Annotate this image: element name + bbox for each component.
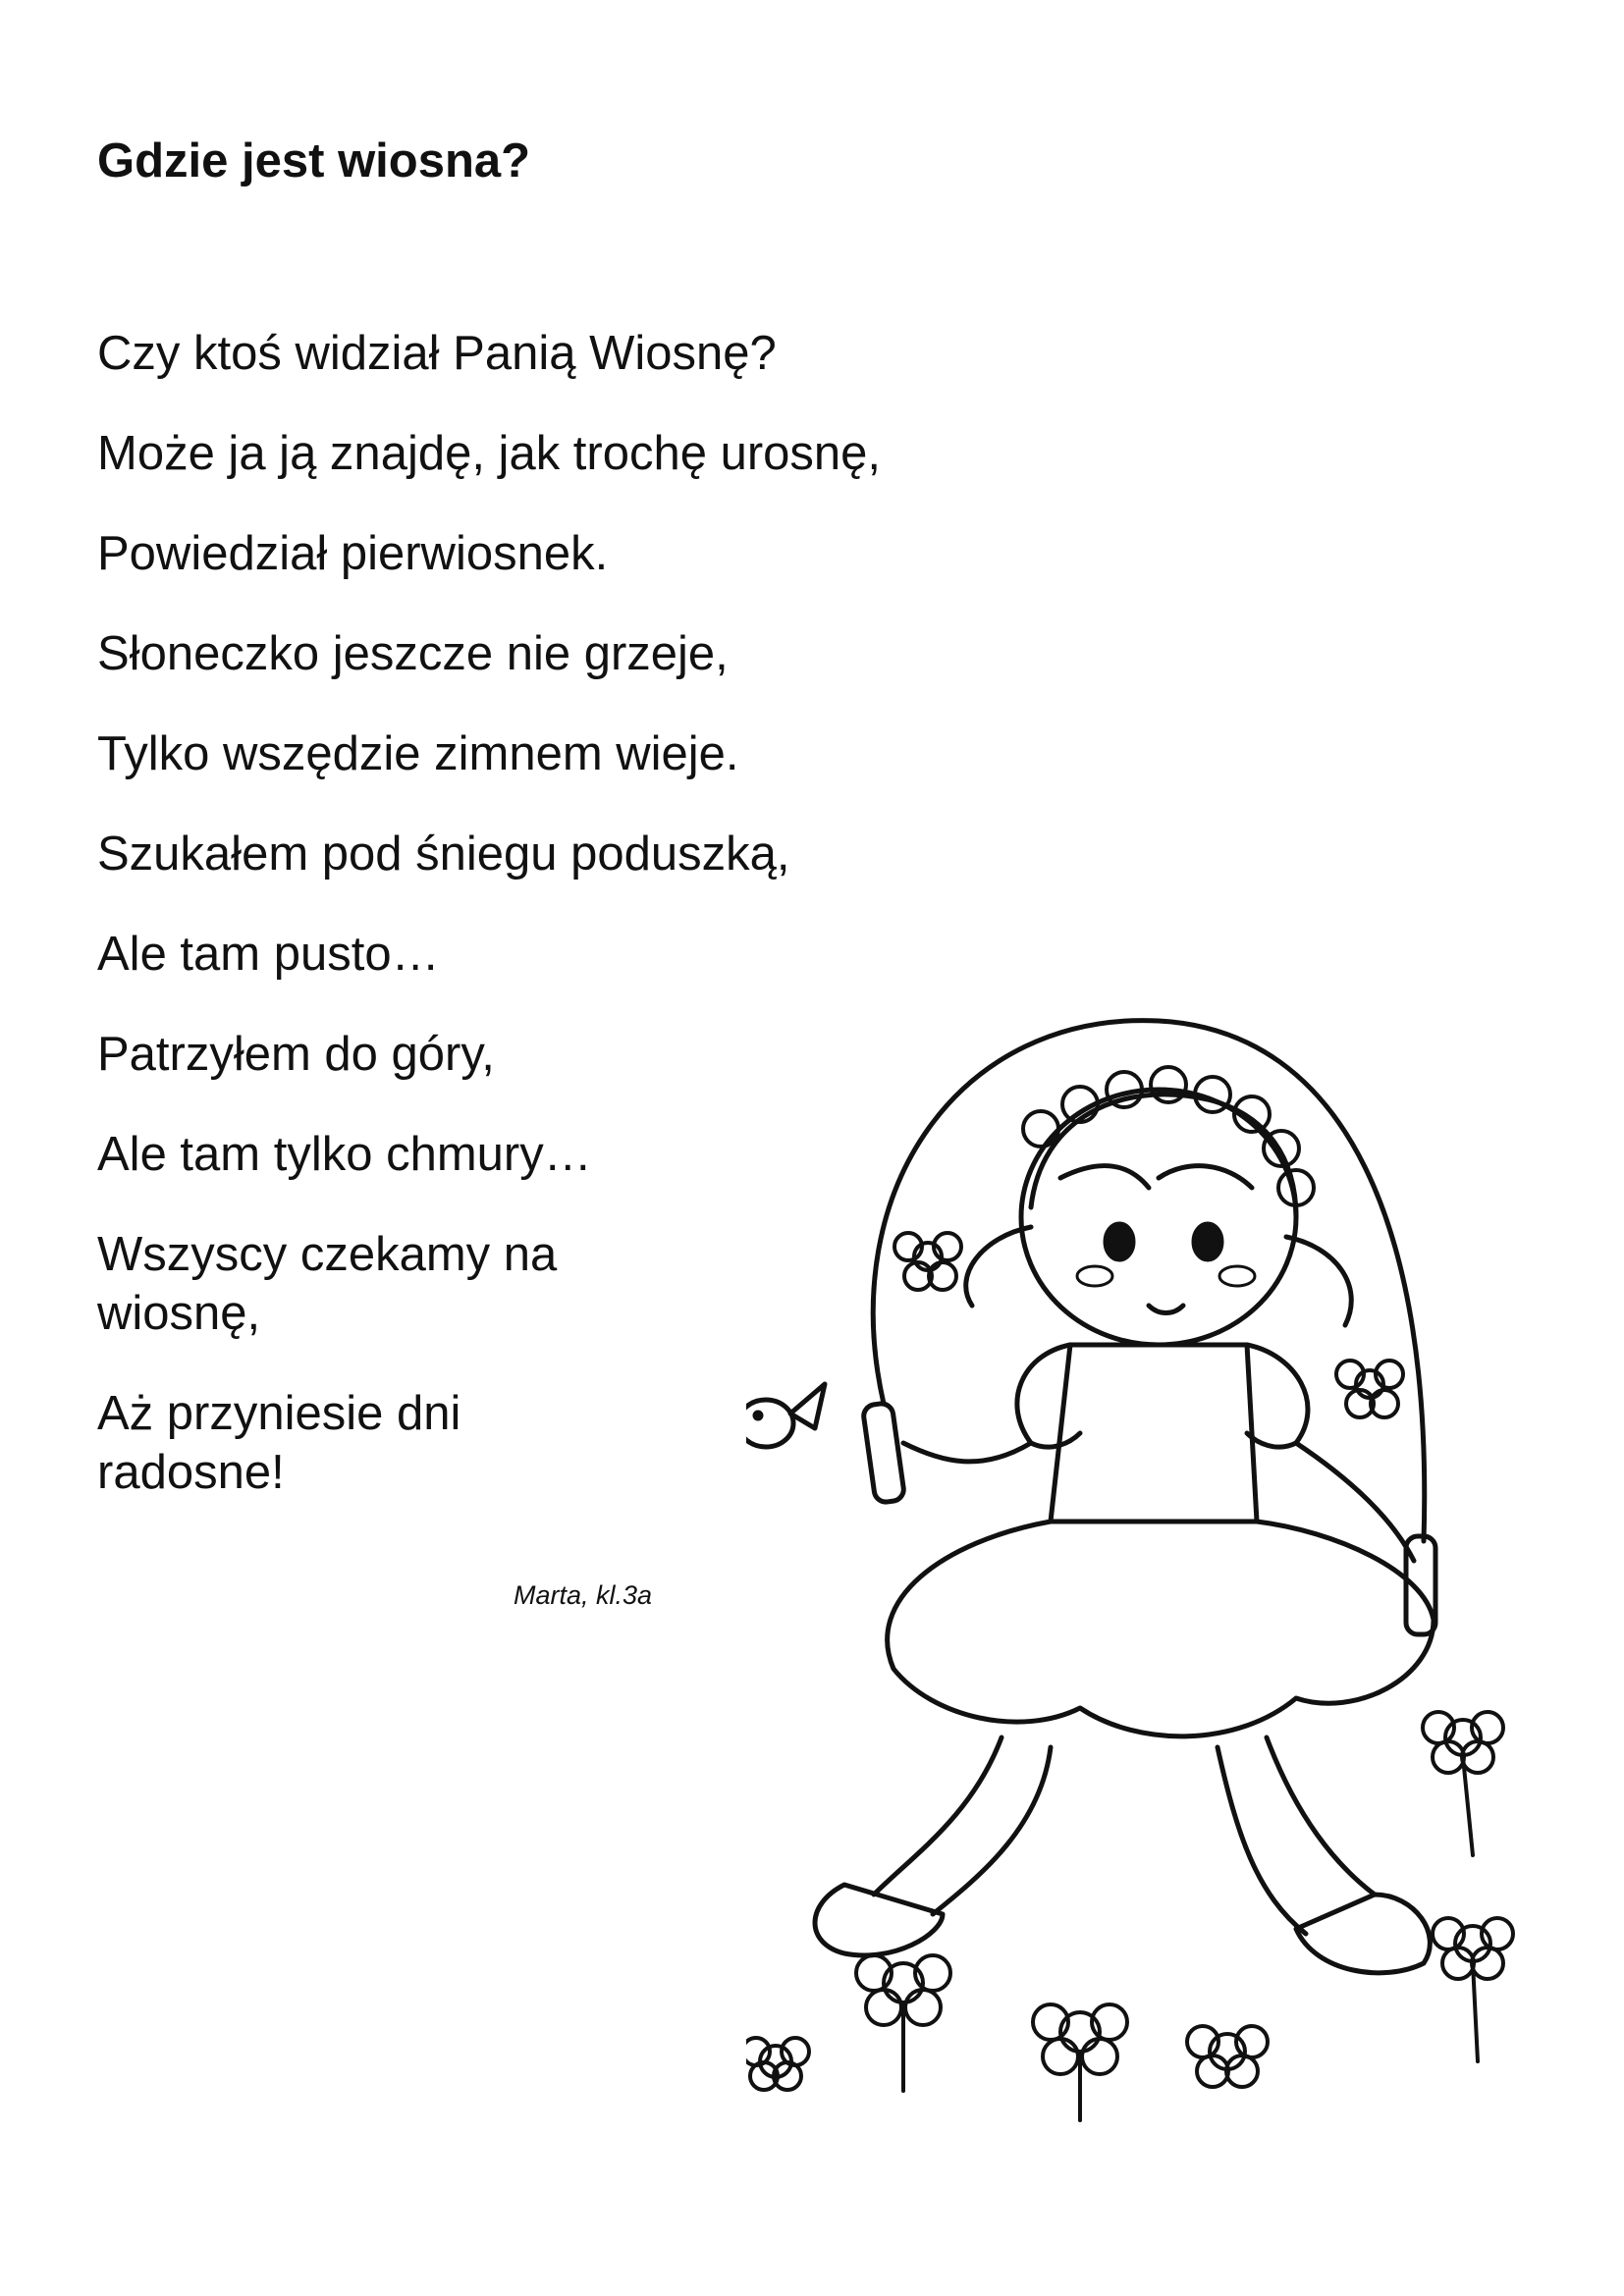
hair-flower-icon [894,1233,1403,1417]
poem-line: Patrzyłem do góry, [97,1028,495,1081]
poem-line: Powiedział pierwiosnek. [97,527,609,580]
dress-skirt-icon [888,1522,1434,1736]
girl-head-icon [1021,1090,1296,1345]
poem-body [97,324,882,1543]
poem-line: Ale tam tylko chmury… [97,1128,592,1181]
ground-flower-icon [746,1712,1513,2120]
shoe-left-icon [815,1885,943,1955]
poem-line: Ale tam pusto… [97,928,440,981]
rope-handle-left-icon [862,1402,905,1503]
poem-title: Gdzie jest wiosna? [97,134,531,187]
poem-line: Szukałem pod śniegu poduszką, [97,828,790,881]
poem-line: Aż przyniesie dni radosne! [97,1387,461,1499]
poem-line: Może ja ją znajdę, jak trochę urosnę, [97,427,882,480]
girl-jumping-rope-icon [746,991,1532,2140]
poem-line: Wszyscy czekamy na wiosnę, [97,1228,558,1340]
author-signature: Marta, kl.3a [514,1580,653,1610]
poem-line: Czy ktoś widział Panią Wiosnę? [97,327,777,380]
poem-line: Słoneczko jeszcze nie grzeje, [97,627,729,680]
poem-line: Tylko wszędzie zimnem wieje. [97,727,739,780]
shoe-right-icon [1296,1895,1430,1973]
bird-icon [746,1384,825,1447]
